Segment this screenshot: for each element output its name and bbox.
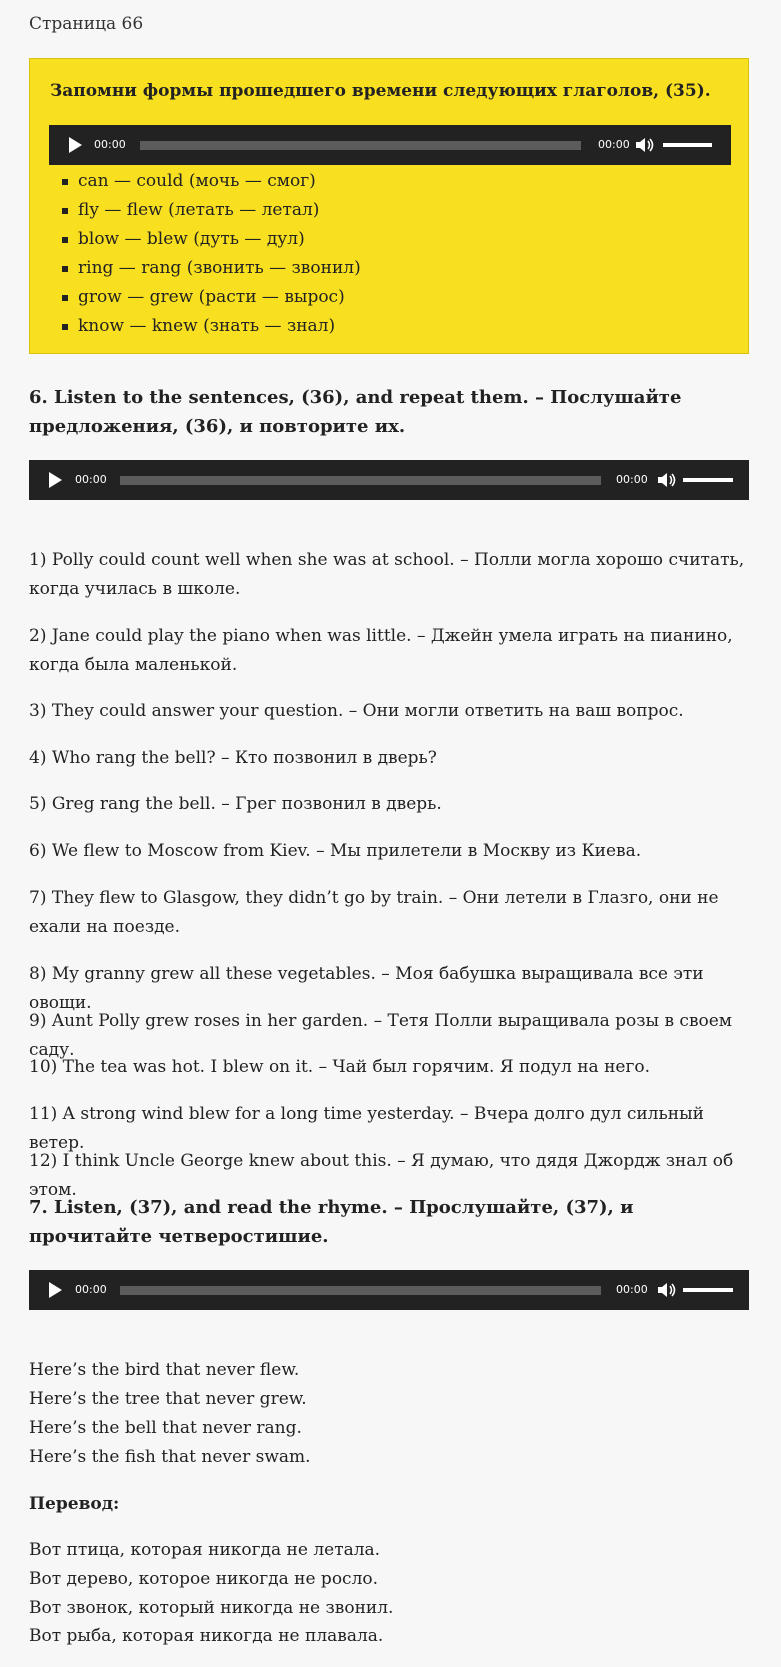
sentence-12: 12) I think Uncle George knew about this. – Я думаю, что дядя Джордж знал об этом. xyxy=(29,1151,734,1200)
progress-rail[interactable] xyxy=(120,1286,601,1295)
sentence-8: 8) My granny grew all these vegetables. – Моя бабушка выращивала все эти овощи. xyxy=(29,964,704,1013)
sentence-4: 4) Who rang the bell? – Кто позвонил в дверь? xyxy=(29,748,437,768)
play-icon[interactable] xyxy=(49,1282,62,1298)
list-item: ring — rang (звонить — звонил) xyxy=(56,254,361,283)
list-item: fly — flew (летать — летал) xyxy=(56,196,361,225)
volume-slider[interactable] xyxy=(683,1288,733,1292)
sentence-2: 2) Jane could play the piano when was little. – Джейн умела играть на пианино, когда была маленькой. xyxy=(29,626,733,675)
volume-icon[interactable] xyxy=(657,1282,677,1298)
volume-slider[interactable] xyxy=(683,478,733,482)
sentence-3: 3) They could answer your question. – Они могли ответить на ваш вопрос. xyxy=(29,701,684,721)
verb-forms-box xyxy=(29,58,749,354)
section-7-heading: 7. Listen, (37), and read the rhyme. – Прослушайте, (37), и прочитайте четверостишие. xyxy=(29,1197,634,1247)
volume-icon[interactable] xyxy=(657,472,677,488)
audio-player-36 xyxy=(29,460,749,500)
duration-time: 00:00 xyxy=(616,473,648,486)
current-time: 00:00 xyxy=(75,473,107,486)
translation-label: Перевод: xyxy=(29,1494,120,1514)
current-time: 00:00 xyxy=(94,138,126,151)
progress-rail[interactable] xyxy=(140,141,581,150)
box-title: Запомни формы прошедшего времени следующих глаголов, (35). xyxy=(50,81,711,101)
duration-time: 00:00 xyxy=(598,138,630,151)
translation-line-3: Вот звонок, который никогда не звонил. xyxy=(29,1598,394,1618)
progress-rail[interactable] xyxy=(120,476,601,485)
rhyme-line-2: Here’s the tree that never grew. xyxy=(29,1389,307,1409)
sentence-5: 5) Greg rang the bell. – Грег позвонил в дверь. xyxy=(29,794,442,814)
verb-list xyxy=(56,167,361,341)
sentence-10: 10) The tea was hot. I blew on it. – Чай был горячим. Я подул на него. xyxy=(29,1057,651,1077)
section-6-heading: 6. Listen to the sentences, (36), and repeat them. – Послушайте предложения, (36), и повторите их. xyxy=(29,387,682,437)
translation-line-1: Вот птица, которая никогда не летала. xyxy=(29,1540,381,1560)
volume-slider[interactable] xyxy=(663,143,712,147)
sentence-11: 11) A strong wind blew for a long time yesterday. – Вчера долго дул сильный ветер. xyxy=(29,1104,704,1153)
sentence-6: 6) We flew to Moscow from Kiev. – Мы прилетели в Москву из Киева. xyxy=(29,841,642,861)
audio-player-35 xyxy=(49,125,731,165)
list-item: can — could (мочь — смог) xyxy=(56,167,361,196)
translation-line-4: Вот рыба, которая никогда не плавала. xyxy=(29,1626,384,1646)
rhyme-line-4: Here’s the fish that never swam. xyxy=(29,1447,311,1467)
sentence-9: 9) Aunt Polly grew roses in her garden. – Тетя Полли выращивала розы в своем саду. xyxy=(29,1011,733,1060)
current-time: 00:00 xyxy=(75,1283,107,1296)
list-item: blow — blew (дуть — дул) xyxy=(56,225,361,254)
audio-player-37 xyxy=(29,1270,749,1310)
play-icon[interactable] xyxy=(49,472,62,488)
page-number: Страница 66 xyxy=(29,14,144,34)
list-item: grow — grew (расти — вырос) xyxy=(56,283,361,312)
volume-icon[interactable] xyxy=(635,137,655,153)
rhyme-line-1: Here’s the bird that never flew. xyxy=(29,1360,300,1380)
rhyme-line-3: Here’s the bell that never rang. xyxy=(29,1418,302,1438)
sentence-7: 7) They flew to Glasgow, they didn’t go by train. – Они летели в Глазго, они не ехали на поезде. xyxy=(29,888,719,937)
play-icon[interactable] xyxy=(69,137,82,153)
sentence-1: 1) Polly could count well when she was at school. – Полли могла хорошо считать, когда училась в школе. xyxy=(29,550,745,599)
translation-line-2: Вот дерево, которое никогда не росло. xyxy=(29,1569,379,1589)
duration-time: 00:00 xyxy=(616,1283,648,1296)
list-item: know — knew (знать — знал) xyxy=(56,312,361,341)
